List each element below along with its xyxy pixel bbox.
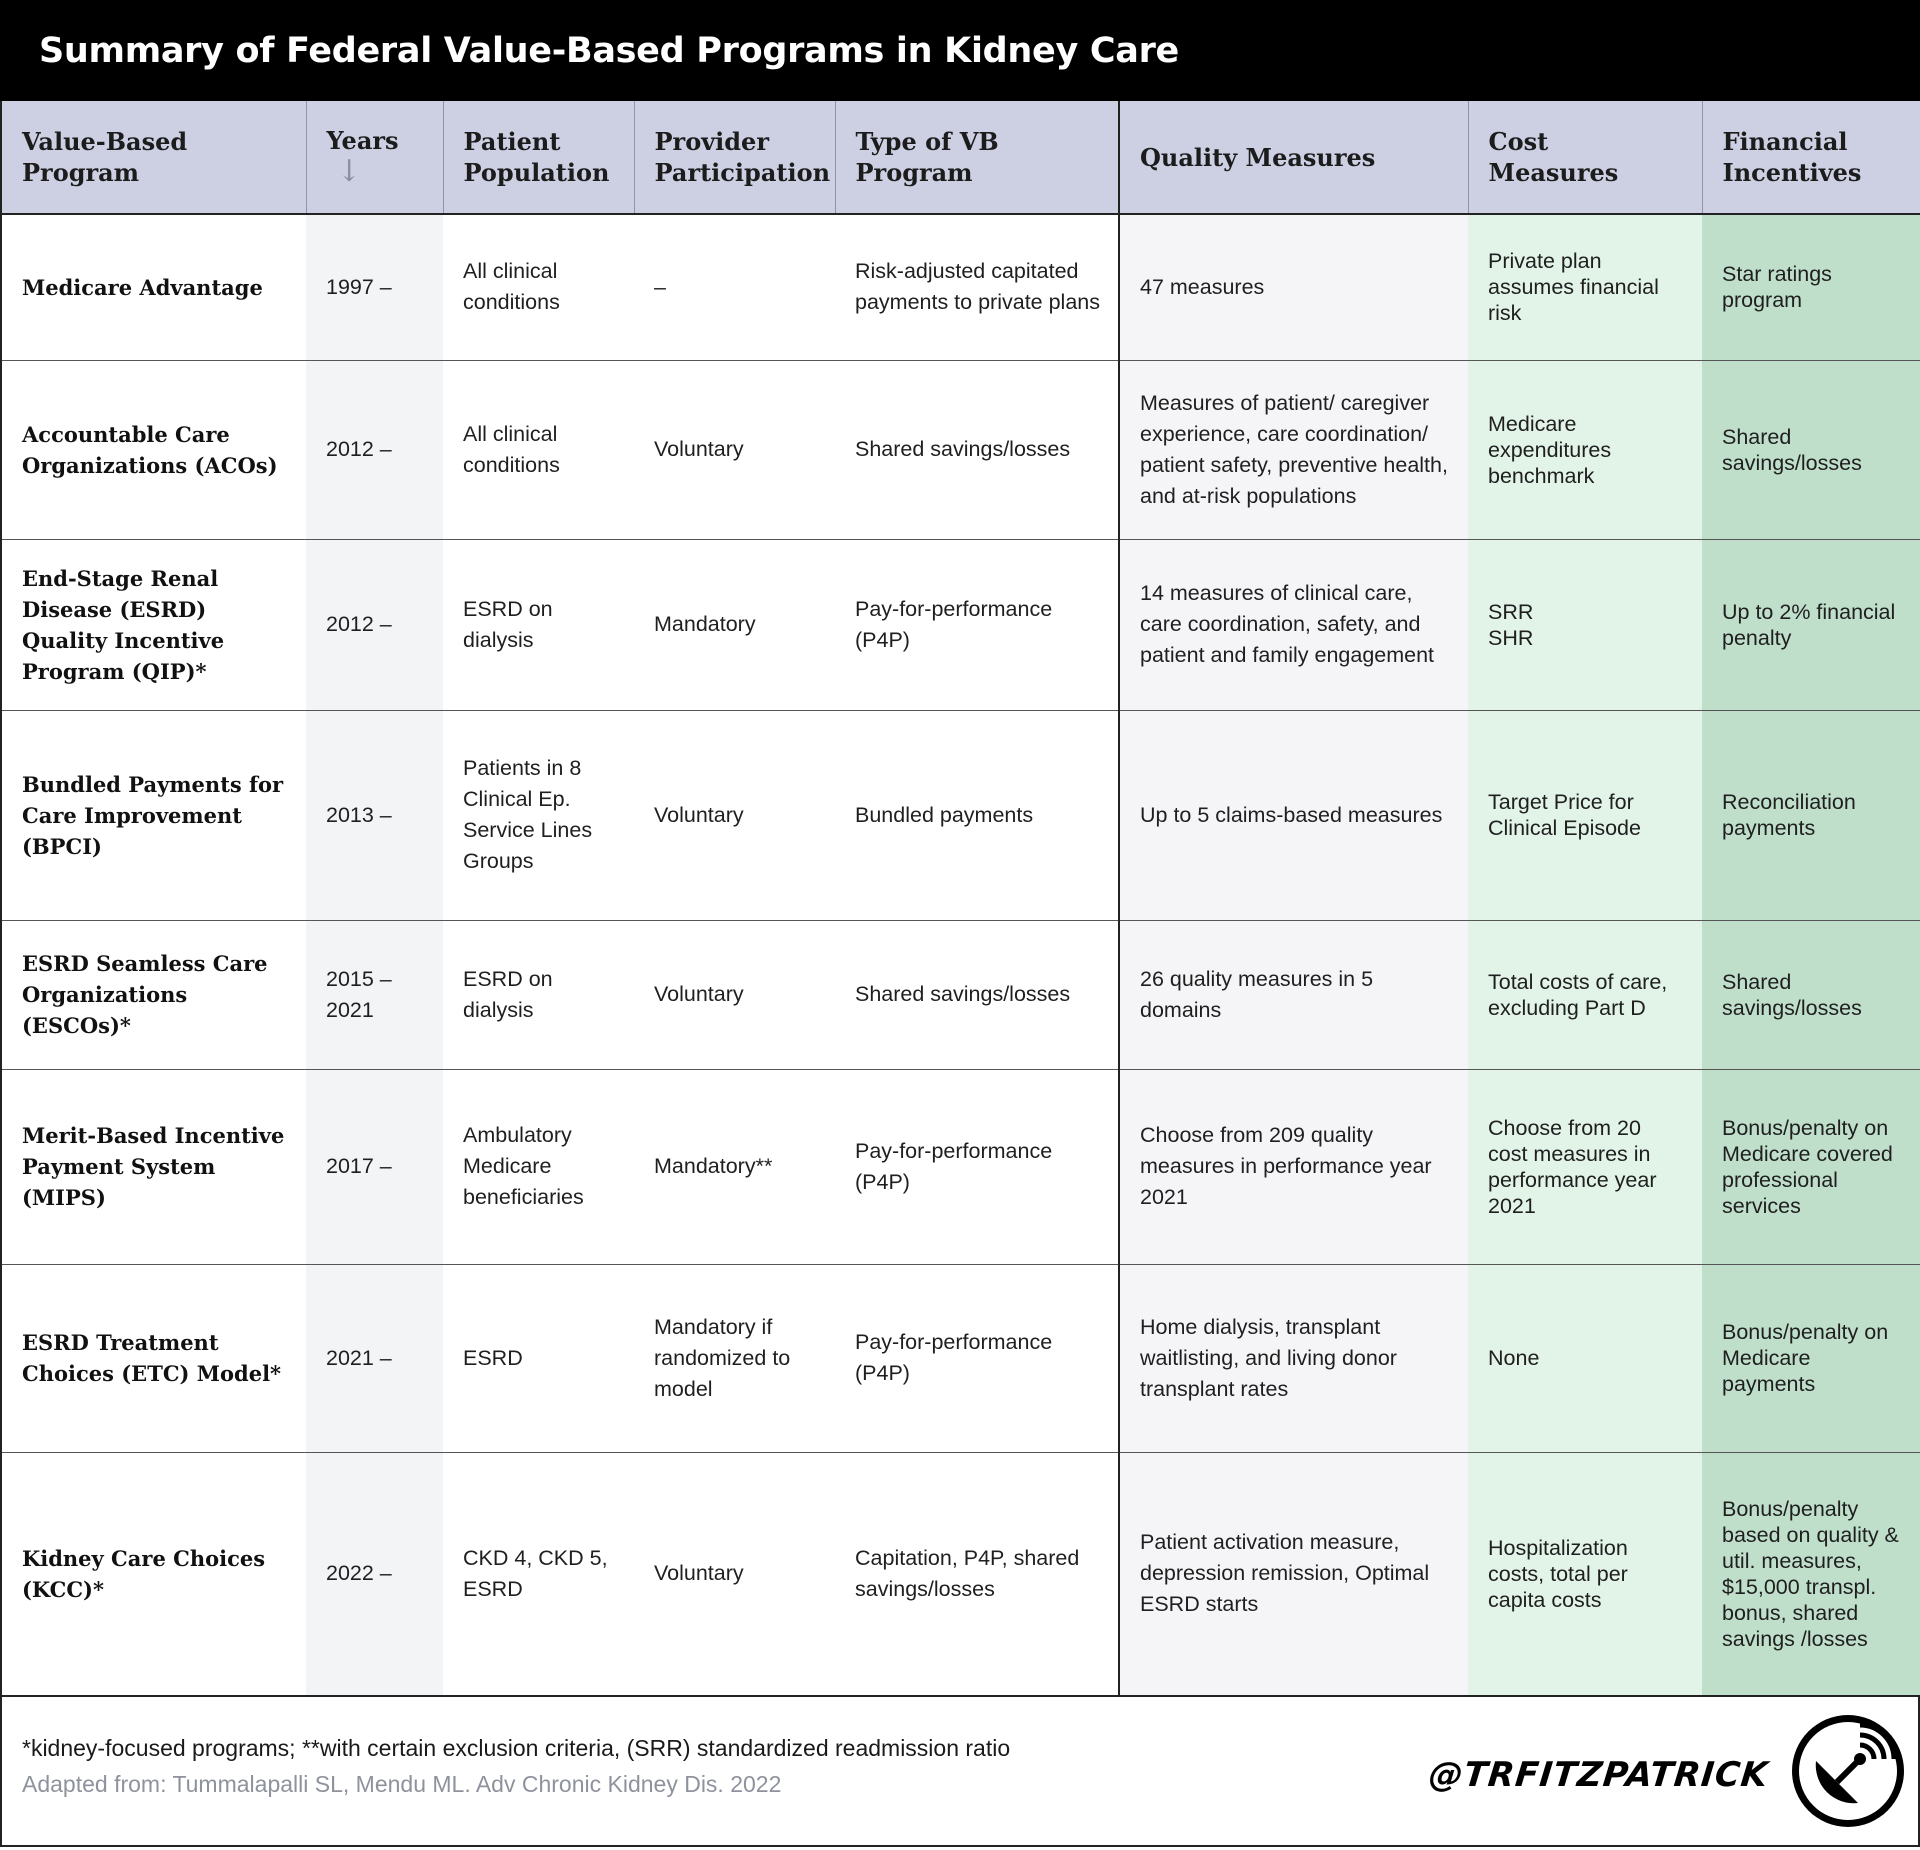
quality-cell: 14 measures of clinical care, care coordination, safety, and patient and family engagement xyxy=(1119,539,1468,710)
cost-cell: Total costs of care, excluding Part D xyxy=(1468,920,1702,1069)
satellite-dish-logo-icon xyxy=(1788,1711,1908,1831)
quality-cell: Measures of patient/ caregiver experience, care coordination/ patient safety, preventive health, and at-risk populations xyxy=(1119,360,1468,539)
footnote: *kidney-focused programs; **with certain exclusion criteria, (SRR) standardized readmission ratio xyxy=(22,1735,1011,1761)
table-row xyxy=(1,710,1920,920)
incentives-cell: Shared savings/losses xyxy=(1702,360,1920,539)
participation-cell: Mandatory xyxy=(634,539,835,710)
type-cell: Bundled payments xyxy=(835,710,1119,920)
table-row xyxy=(1,539,1920,710)
years-cell: 2022 – xyxy=(306,1452,443,1696)
cost-cell: Choose from 20 cost measures in performance year 2021 xyxy=(1468,1069,1702,1264)
years-cell: 2021 – xyxy=(306,1264,443,1452)
footer xyxy=(0,1697,1920,1847)
program-cell: ESRD Treatment Choices (ETC) Model* xyxy=(1,1264,306,1452)
program-cell: Accountable Care Organizations (ACOs) xyxy=(1,360,306,539)
table-row xyxy=(1,1264,1920,1452)
population-cell: CKD 4, CKD 5, ESRD xyxy=(443,1452,634,1696)
program-cell: End-Stage Renal Disease (ESRD) Quality Incentive Program (QIP)* xyxy=(1,539,306,710)
cost-cell: Hospitalization costs, total per capita costs xyxy=(1468,1452,1702,1696)
type-cell: Risk-adjusted capitated payments to private plans xyxy=(835,214,1119,360)
type-cell: Pay-for-performance (P4P) xyxy=(835,1069,1119,1264)
table-row xyxy=(1,920,1920,1069)
type-cell: Pay-for-performance (P4P) xyxy=(835,539,1119,710)
table-row xyxy=(1,214,1920,360)
header-incentives: Financial Incentives xyxy=(1702,101,1920,214)
incentives-cell: Up to 2% financial penalty xyxy=(1702,539,1920,710)
population-cell: ESRD on dialysis xyxy=(443,920,634,1069)
type-cell: Capitation, P4P, shared savings/losses xyxy=(835,1452,1119,1696)
type-cell: Shared savings/losses xyxy=(835,360,1119,539)
quality-cell: Home dialysis, transplant waitlisting, and living donor transplant rates xyxy=(1119,1264,1468,1452)
table-row xyxy=(1,1452,1920,1696)
cost-cell: Medicare expenditures benchmark xyxy=(1468,360,1702,539)
participation-cell: Voluntary xyxy=(634,1452,835,1696)
population-cell: All clinical conditions xyxy=(443,360,634,539)
participation-cell: Mandatory** xyxy=(634,1069,835,1264)
table-row xyxy=(1,1069,1920,1264)
population-cell: Patients in 8 Clinical Ep. Service Lines Groups xyxy=(443,710,634,920)
type-cell: Shared savings/losses xyxy=(835,920,1119,1069)
table-header-row xyxy=(1,101,1920,214)
programs-table xyxy=(0,101,1920,1697)
years-cell: 1997 – xyxy=(306,214,443,360)
cost-cell: Private plan assumes financial risk xyxy=(1468,214,1702,360)
cost-cell: SRR SHR xyxy=(1468,539,1702,710)
cost-cell: Target Price for Clinical Episode xyxy=(1468,710,1702,920)
program-cell: Merit-Based Incentive Payment System (MIPS) xyxy=(1,1069,306,1264)
title-bar xyxy=(0,0,1920,101)
population-cell: All clinical conditions xyxy=(443,214,634,360)
header-type: Type of VB Program xyxy=(835,101,1119,214)
incentives-cell: Bonus/penalty on Medicare payments xyxy=(1702,1264,1920,1452)
page-title: Summary of Federal Value-Based Programs in Kidney Care xyxy=(39,30,1179,71)
participation-cell: Mandatory if randomized to model xyxy=(634,1264,835,1452)
incentives-cell: Star ratings program xyxy=(1702,214,1920,360)
years-cell: 2013 – xyxy=(306,710,443,920)
program-cell: Medicare Advantage xyxy=(1,214,306,360)
cost-cell: None xyxy=(1468,1264,1702,1452)
population-cell: ESRD on dialysis xyxy=(443,539,634,710)
quality-cell: 26 quality measures in 5 domains xyxy=(1119,920,1468,1069)
arrow-down-icon[interactable]: ↓ xyxy=(336,154,362,189)
header-quality: Quality Measures xyxy=(1119,101,1468,214)
years-cell: 2017 – xyxy=(306,1069,443,1264)
incentives-cell: Reconciliation payments xyxy=(1702,710,1920,920)
incentives-cell: Bonus/penalty on Medicare covered professional services xyxy=(1702,1069,1920,1264)
program-cell: ESRD Seamless Care Organizations (ESCOs)* xyxy=(1,920,306,1069)
author-handle: @TRFITZPATRICK xyxy=(1426,1755,1771,1795)
participation-cell: Voluntary xyxy=(634,920,835,1069)
program-cell: Bundled Payments for Care Improvement (BPCI) xyxy=(1,710,306,920)
participation-cell: Voluntary xyxy=(634,710,835,920)
header-years-label: Years xyxy=(326,126,399,155)
population-cell: ESRD xyxy=(443,1264,634,1452)
quality-cell: Choose from 209 quality measures in performance year 2021 xyxy=(1119,1069,1468,1264)
table-row xyxy=(1,360,1920,539)
program-cell: Kidney Care Choices (KCC)* xyxy=(1,1452,306,1696)
incentives-cell: Shared savings/losses xyxy=(1702,920,1920,1069)
header-participation: Provider Participation xyxy=(634,101,835,214)
participation-cell: Voluntary xyxy=(634,360,835,539)
years-cell: 2012 – xyxy=(306,360,443,539)
source-citation: Adapted from: Tummalapalli SL, Mendu ML. Adv Chronic Kidney Dis. 2022 xyxy=(22,1771,782,1797)
header-population: Patient Population xyxy=(443,101,634,214)
years-cell: 2015 – 2021 xyxy=(306,920,443,1069)
quality-cell: Patient activation measure, depression remission, Optimal ESRD starts xyxy=(1119,1452,1468,1696)
type-cell: Pay-for-performance (P4P) xyxy=(835,1264,1119,1452)
years-cell: 2012 – xyxy=(306,539,443,710)
population-cell: Ambulatory Medicare beneficiaries xyxy=(443,1069,634,1264)
quality-cell: 47 measures xyxy=(1119,214,1468,360)
quality-cell: Up to 5 claims-based measures xyxy=(1119,710,1468,920)
participation-cell: – xyxy=(634,214,835,360)
header-program: Value-Based Program xyxy=(1,101,306,214)
header-cost: Cost Measures xyxy=(1468,101,1702,214)
header-years[interactable] xyxy=(306,101,443,214)
incentives-cell: Bonus/penalty based on quality & util. measures, $15,000 transpl. bonus, shared savings /losses xyxy=(1702,1452,1920,1696)
